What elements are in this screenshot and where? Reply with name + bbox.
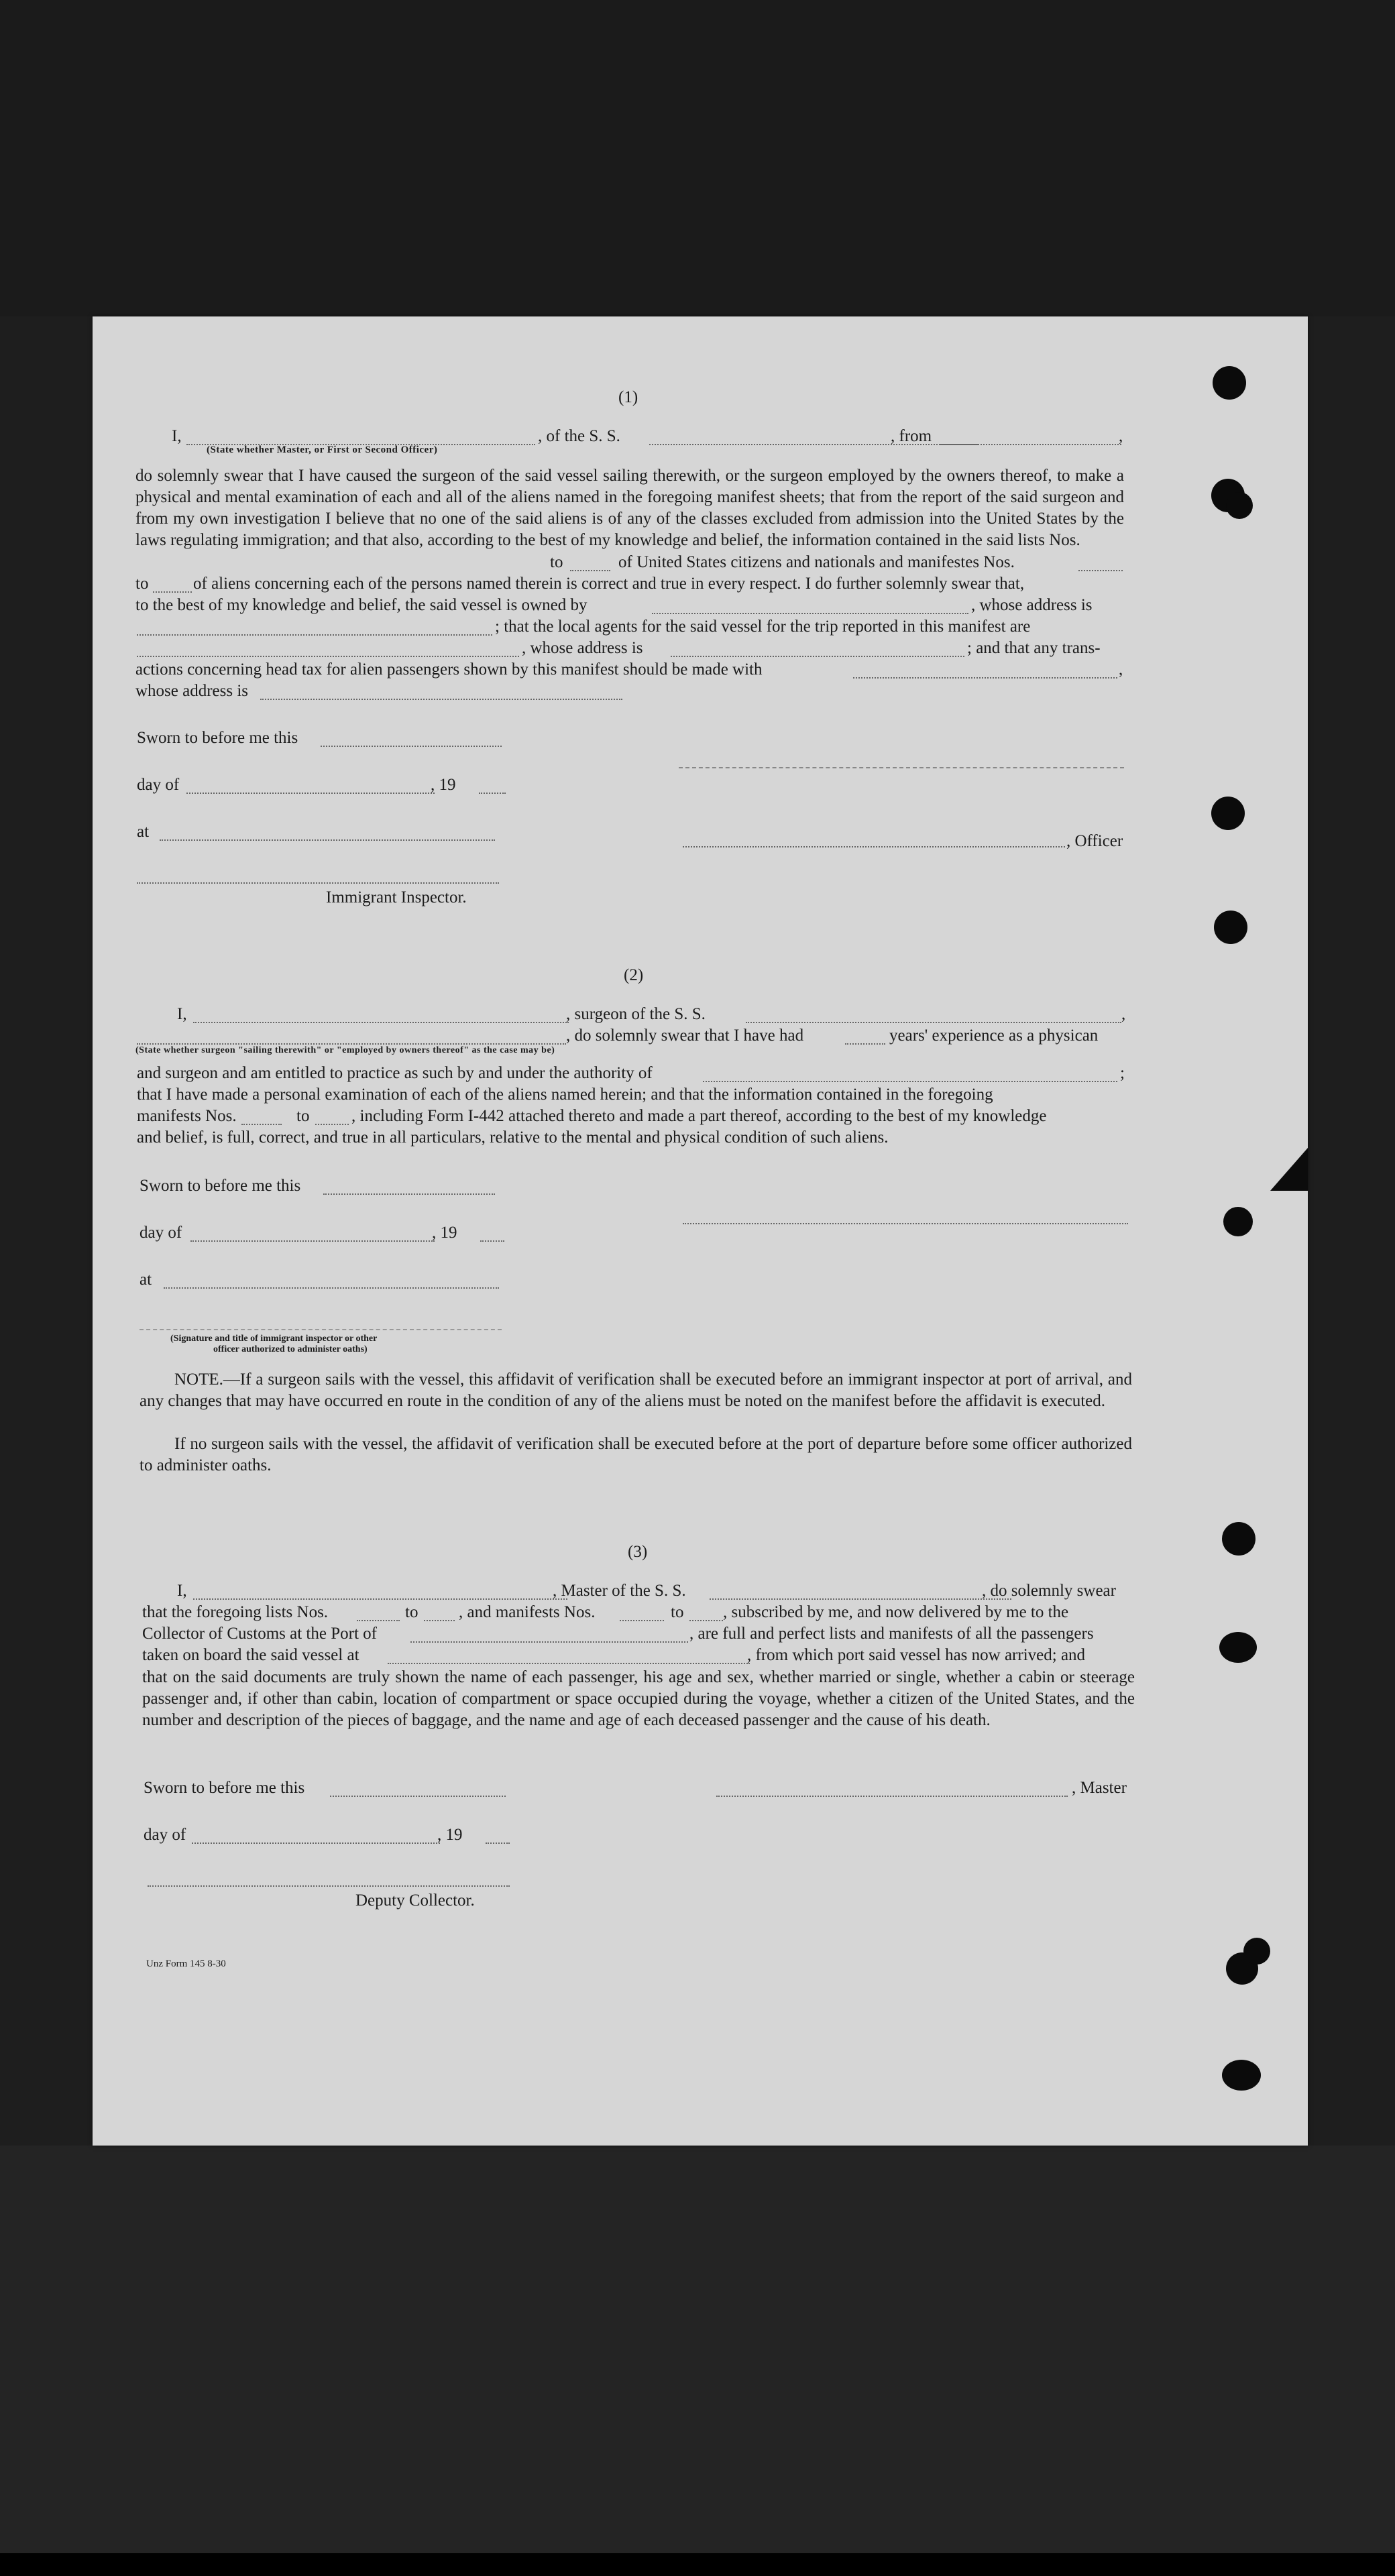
punch-hole <box>1211 797 1245 830</box>
sec1-line2-blank <box>570 570 610 571</box>
sec3-l1e: , subscribed by me, and now delivered by me to the <box>723 1603 1069 1621</box>
sec3-deputy-blank <box>148 1885 510 1887</box>
section-2-number: (2) <box>624 966 644 984</box>
sec2-ship-blank <box>746 1022 1121 1023</box>
sec3-master-signature-line <box>716 1796 1068 1797</box>
sec3-l1-blank-4 <box>689 1620 723 1621</box>
sec1-line3-to: to <box>135 575 149 593</box>
sec2-line-c3: , including Form I-442 attached thereto and made a part thereof, according to the best of my knowledge <box>351 1107 1047 1125</box>
sec1-body: do solemnly swear that I have caused the surgeon of the said vessel sailing therewith, or the surgeon employed by the owners thereof, to make a physical and mental examination of each and all of the aliens named in the foregoing manifest sheets; that from the report of the said surgeon and from my own investigation I believe that no one of the said aliens is of any of the classes excluded from admission into the United States by the laws regulating immigration; and that also, according to the best of my knowledge and belief, the information contained in the said lists Nos. <box>135 467 1124 549</box>
punch-hole <box>1219 1632 1257 1663</box>
sec1-line2-to: to <box>550 553 563 571</box>
sec2-signature-blank <box>140 1329 502 1330</box>
sec2-sworn-blank <box>323 1193 495 1195</box>
sec1-owner-blank <box>652 613 968 614</box>
sec2-signature-line <box>683 1223 1128 1224</box>
sec3-port-blank <box>410 1641 688 1643</box>
sec1-line4: to the best of my knowledge and belief, the said vessel is owned by <box>135 596 588 614</box>
sec1-line2-rest: of United States citizens and nationals and manifestes Nos. <box>618 553 1015 571</box>
sec1-rank-hint: (State whether Master, or First or Second Officer) <box>207 445 438 455</box>
sec1-agents-blank <box>137 656 519 657</box>
sec1-from-blank <box>940 444 1121 445</box>
sec1-line3-blank <box>153 591 192 593</box>
sec2-hint: (State whether surgeon "sailing therewith" or "employed by owners thereof" as the case may be) <box>135 1045 555 1055</box>
sec1-line3-rest: of aliens concerning each of the persons named therein is correct and true in every respect. I do further solemnly swear that, <box>193 575 1025 593</box>
sec3-year-blank <box>486 1842 510 1844</box>
sec2-day-blank <box>190 1240 435 1242</box>
sec1-day-of: day of <box>137 776 180 794</box>
punch-hole <box>1214 911 1247 944</box>
sec2-at-blank <box>164 1287 499 1289</box>
sec2-surgeon-of: , surgeon of the S. S. <box>566 1005 706 1023</box>
sec1-line4-end: , whose address is <box>971 596 1093 614</box>
sec2-c-blank-2 <box>315 1124 349 1125</box>
sec1-officer-blank <box>683 846 1065 847</box>
sec3-swear: , do solemnly swear <box>982 1582 1116 1600</box>
sec1-line8: whose address is <box>135 682 249 700</box>
sec1-line7-end: , <box>1119 660 1123 679</box>
sec1-sworn-blank <box>321 746 502 747</box>
sec3-boarding-blank <box>388 1663 750 1664</box>
sec2-line-a-end: ; <box>1120 1064 1125 1082</box>
sec1-line6-end: ; and that any trans- <box>967 639 1101 657</box>
sec3-day-blank <box>192 1842 440 1844</box>
sec2-sworn: Sworn to before me this <box>140 1177 301 1195</box>
sec2-line-c2: to <box>296 1107 310 1125</box>
sec1-year-blank <box>479 793 506 794</box>
form-number: Unz Form 145 8-30 <box>146 1958 226 1969</box>
sec2-sig-caption-2: officer authorized to administer oaths) <box>213 1344 368 1354</box>
sec3-ship-blank <box>710 1598 1011 1600</box>
section-3-number: (3) <box>628 1543 648 1561</box>
sec1-end-comma: , <box>1119 427 1123 445</box>
sec2-line-c1: manifests Nos. <box>137 1107 237 1125</box>
sec1-line2-end-blank <box>1078 570 1123 571</box>
sec1-of-ss: , of the S. S. <box>538 427 620 445</box>
sec2-line-d: and belief, is full, correct, and true in all particulars, relative to the mental and physical condition of such aliens. <box>137 1128 889 1147</box>
sec1-line5: ; that the local agents for the said vessel for the trip reported in this manifest are <box>495 618 1031 636</box>
sec2-authority-blank <box>703 1081 1117 1082</box>
sec2-end-comma: , <box>1121 1005 1126 1023</box>
sec3-i: I, <box>177 1582 187 1600</box>
sec3-master: , Master <box>1072 1779 1127 1797</box>
sec2-c-blank-1 <box>241 1124 282 1125</box>
sec3-l2b: , are full and perfect lists and manifests of all the passengers <box>689 1625 1094 1643</box>
sec1-from: , from <box>891 427 932 445</box>
sec3-sworn-blank <box>330 1796 506 1797</box>
sec2-line-a: and surgeon and am entitled to practice as such by and under the authority of <box>137 1064 653 1082</box>
sec2-name-blank <box>193 1022 569 1023</box>
sec3-deputy: Deputy Collector. <box>355 1891 475 1910</box>
sec3-l3b: , from which port said vessel has now arrived; and <box>747 1646 1086 1664</box>
sec1-line7: actions concerning head tax for alien passengers shown by this manifest should be made with <box>135 660 763 679</box>
sec3-l1-blank-2 <box>424 1620 455 1621</box>
sec3-l1b: to <box>405 1603 418 1621</box>
sec3-l3a: taken on board the said vessel at <box>142 1646 359 1664</box>
sec1-signature-line <box>679 767 1124 768</box>
sec3-name-blank <box>193 1598 567 1600</box>
sec2-at: at <box>140 1271 152 1289</box>
scanner-background-bottom <box>0 2146 1395 2576</box>
punch-hole <box>1213 366 1246 400</box>
sec1-at: at <box>137 823 150 841</box>
sec1-at-blank <box>160 839 495 841</box>
sec2-year-blank <box>480 1240 504 1242</box>
sec3-body: that on the said documents are truly shown the name of each passenger, his age and sex, whether married or single, whether a cabin or steerage passenger and, if other than cabin, location of compartment or space occupied during the voyage, whether a citizen of the United States, and the number and description of the pieces of baggage, and the name and age of each deceased passenger and the cause of his death. <box>142 1668 1135 1729</box>
sec2-status-blank <box>137 1043 566 1045</box>
sec2-years-blank <box>845 1043 885 1045</box>
sec1-headtax-blank <box>853 677 1117 679</box>
section-1-number: (1) <box>618 388 638 406</box>
punch-hole <box>1243 1938 1270 1965</box>
sec1-year: , 19 <box>431 776 456 794</box>
bottom-black-strip <box>0 2553 1395 2576</box>
sec1-i: I, <box>172 427 182 445</box>
sec2-i: I, <box>177 1005 187 1023</box>
sec3-sworn: Sworn to before me this <box>144 1779 305 1797</box>
sec3-master-of: , Master of the S. S. <box>553 1582 686 1600</box>
sec3-year: , 19 <box>437 1826 463 1844</box>
sec3-l1d: to <box>671 1603 684 1621</box>
sec2-years: years' experience as a physican <box>889 1027 1099 1045</box>
sec1-line6: , whose address is <box>522 639 643 657</box>
sec2-year: , 19 <box>432 1224 457 1242</box>
sec3-l1a: that the foregoing lists Nos. <box>142 1603 329 1621</box>
sec3-day-of: day of <box>144 1826 186 1844</box>
sec1-officer: , Officer <box>1066 832 1123 850</box>
punch-hole <box>1226 492 1253 519</box>
sec2-line-b: that I have made a personal examination of each of the aliens named herein; and that the information contained in the foregoing <box>137 1086 993 1104</box>
sec3-l1-blank-3 <box>620 1620 664 1621</box>
sec2-note-1: NOTE.—If a surgeon sails with the vessel, this affidavit of verification shall be executed before an immigrant inspector at port of arrival, and any changes that may have occurred en route in the condition of any of the aliens must be noted on the manifest before the affidavit is executed. <box>140 1370 1132 1410</box>
sec2-sig-caption-1: (Signature and title of immigrant inspector or other <box>170 1334 378 1344</box>
punch-hole <box>1222 2060 1261 2091</box>
sec1-owner-address-blank <box>137 634 492 636</box>
sec1-headtax-address-blank <box>260 699 622 700</box>
sec3-l1c: , and manifests Nos. <box>459 1603 596 1621</box>
punch-hole <box>1222 1522 1256 1556</box>
sec2-swear: , do solemnly swear that I have had <box>566 1027 804 1045</box>
sec1-agents-address-blank <box>671 656 964 657</box>
sec3-l2a: Collector of Customs at the Port of <box>142 1625 377 1643</box>
sec1-inspector: Immigrant Inspector. <box>326 888 467 906</box>
sec2-note-2: If no surgeon sails with the vessel, the affidavit of verification shall be executed before at the port of departure before some officer authorized to administer oaths. <box>140 1435 1132 1474</box>
punch-hole <box>1223 1207 1253 1236</box>
scanner-background-top <box>0 0 1395 316</box>
manifest-affidavit-page <box>93 316 1308 2146</box>
sec2-day-of: day of <box>140 1224 182 1242</box>
sec1-inspector-blank <box>137 882 499 884</box>
sec3-l1-blank-1 <box>357 1620 400 1621</box>
sec1-day-blank <box>186 793 435 794</box>
paper-tear <box>1270 1148 1308 1191</box>
sec1-sworn: Sworn to before me this <box>137 729 298 747</box>
